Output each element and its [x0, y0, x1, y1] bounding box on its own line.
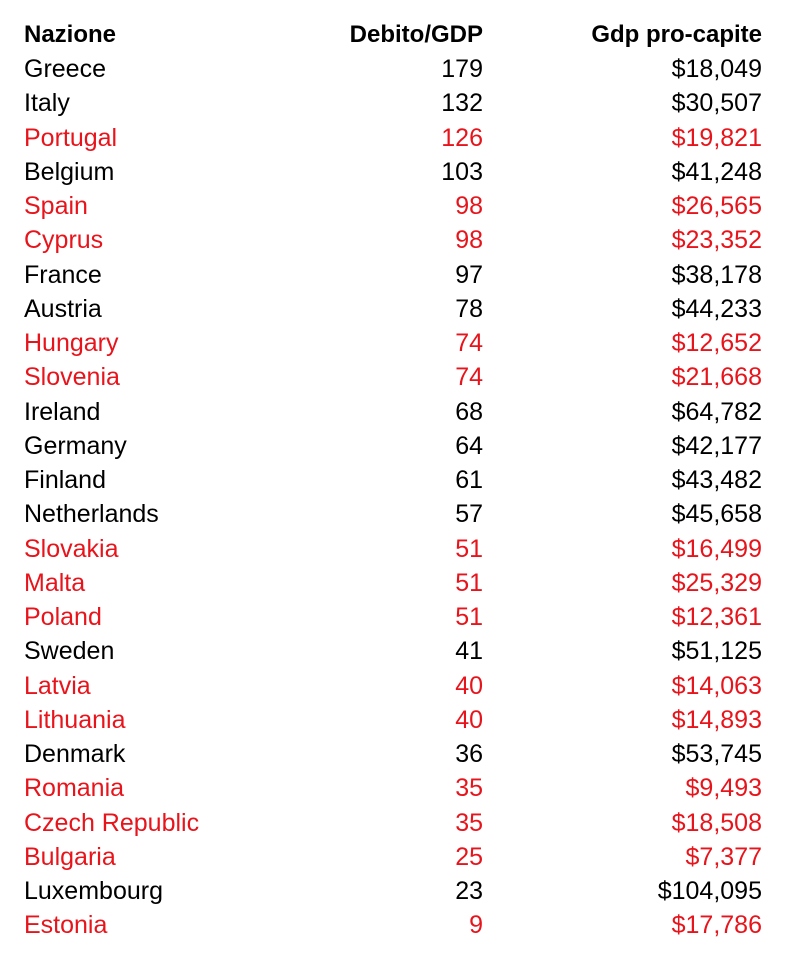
gdp-per-capita-cell: $12,652 [671, 329, 762, 357]
debt-gdp-cell: 98 [455, 226, 483, 255]
gdp-per-capita-cell: $53,745 [671, 740, 762, 768]
debt-gdp-cell: 40 [455, 705, 483, 734]
gdp-per-capita-cell: $44,233 [671, 294, 762, 323]
header-gdp-per-capita: Gdp pro-capite [591, 21, 762, 48]
table-row [0, 669, 809, 703]
country-cell: Poland [24, 603, 102, 631]
debt-gdp-cell: 74 [455, 363, 483, 392]
debt-gdp-cell: 35 [455, 774, 483, 803]
gdp-per-capita-cell: $12,361 [671, 603, 762, 631]
table-row [0, 806, 809, 840]
gdp-per-capita-cell: $19,821 [671, 123, 762, 152]
country-cell: Lithuania [24, 705, 126, 734]
country-cell: Luxembourg [24, 877, 163, 905]
table-row [0, 326, 809, 360]
table-row [0, 532, 809, 566]
debt-gdp-cell: 103 [441, 157, 483, 186]
table-row [0, 155, 809, 189]
gdp-per-capita-cell: $42,177 [671, 431, 762, 460]
gdp-per-capita-cell: $16,499 [671, 534, 762, 563]
table-row [0, 566, 809, 600]
country-cell: Germany [24, 431, 127, 460]
country-cell: Italy [24, 89, 70, 118]
gdp-per-capita-cell: $14,063 [671, 671, 762, 700]
table-row [0, 600, 809, 634]
country-cell: France [24, 260, 102, 289]
table-row [0, 737, 809, 771]
gdp-per-capita-cell: $21,668 [671, 363, 762, 392]
table-row [0, 258, 809, 292]
table-row [0, 874, 809, 908]
debt-gdp-cell: 132 [441, 89, 483, 118]
gdp-per-capita-cell: $64,782 [671, 397, 762, 426]
debt-gdp-cell: 97 [455, 260, 483, 289]
table-row [0, 429, 809, 463]
table-row [0, 463, 809, 497]
debt-gdp-cell: 9 [469, 911, 483, 940]
debt-gdp-cell: 51 [455, 603, 483, 631]
gdp-per-capita-cell: $7,377 [685, 842, 762, 871]
table-row [0, 908, 809, 942]
country-cell: Portugal [24, 123, 118, 152]
table-row [0, 497, 809, 531]
gdp-per-capita-cell: $18,508 [671, 808, 762, 837]
debt-gdp-cell: 25 [455, 842, 483, 871]
table-row [0, 360, 809, 394]
country-cell: Latvia [24, 671, 91, 700]
debt-gdp-cell: 78 [455, 294, 483, 323]
country-cell: Estonia [24, 911, 108, 940]
table-row [0, 189, 809, 223]
debt-gdp-cell: 23 [455, 877, 483, 905]
table-row [0, 703, 809, 737]
gdp-per-capita-cell: $9,493 [685, 774, 762, 803]
debt-gdp-cell: 126 [441, 123, 483, 152]
country-cell: Sweden [24, 637, 115, 666]
country-cell: Bulgaria [24, 842, 116, 871]
gdp-per-capita-cell: $45,658 [671, 500, 762, 529]
debt-gdp-cell: 35 [455, 808, 483, 837]
country-cell: Belgium [24, 157, 115, 186]
header-country: Nazione [24, 21, 117, 48]
table-row [0, 395, 809, 429]
debt-gdp-cell: 51 [455, 534, 483, 563]
gdp-per-capita-cell: $17,786 [671, 911, 762, 940]
debt-gdp-cell: 64 [455, 431, 483, 460]
gdp-per-capita-cell: $30,507 [671, 89, 762, 118]
debt-gdp-cell: 36 [455, 740, 483, 768]
gdp-per-capita-cell: $38,178 [671, 260, 762, 289]
table-row [0, 771, 809, 805]
gdp-per-capita-cell: $26,565 [671, 192, 762, 220]
country-cell: Hungary [24, 329, 119, 357]
debt-gdp-cell: 74 [455, 329, 483, 357]
gdp-per-capita-cell: $43,482 [671, 466, 762, 494]
debt-gdp-cell: 57 [455, 500, 483, 529]
debt-gdp-cell: 61 [455, 466, 483, 494]
gdp-per-capita-cell: $41,248 [671, 157, 762, 186]
debt-gdp-cell: 41 [455, 637, 483, 666]
gdp-per-capita-cell: $23,352 [671, 226, 762, 255]
country-cell: Netherlands [24, 500, 159, 529]
table-row [0, 840, 809, 874]
debt-gdp-cell: 68 [455, 397, 483, 426]
country-cell: Cyprus [24, 226, 104, 255]
country-cell: Finland [24, 466, 106, 494]
country-cell: Ireland [24, 397, 101, 426]
table-row [0, 223, 809, 257]
table-row [0, 86, 809, 120]
table-row [0, 634, 809, 668]
table-header-row [0, 18, 809, 52]
country-cell: Czech Republic [24, 808, 200, 837]
debt-gdp-cell: 179 [441, 55, 483, 83]
table-row [0, 292, 809, 326]
country-cell: Romania [24, 774, 125, 803]
table-row [0, 52, 809, 86]
country-cell: Spain [24, 192, 88, 220]
country-cell: Slovakia [24, 534, 119, 563]
country-cell: Slovenia [24, 363, 120, 392]
debt-gdp-cell: 98 [455, 192, 483, 220]
country-cell: Denmark [24, 740, 126, 768]
gdp-per-capita-cell: $51,125 [671, 637, 762, 666]
header-debt-gdp: Debito/GDP [349, 21, 483, 48]
debt-gdp-cell: 40 [455, 671, 483, 700]
country-cell: Malta [24, 568, 86, 597]
gdp-per-capita-cell: $14,893 [671, 705, 762, 734]
gdp-per-capita-cell: $18,049 [671, 55, 762, 83]
table-row [0, 121, 809, 155]
country-cell: Austria [24, 294, 102, 323]
debt-gdp-cell: 51 [455, 568, 483, 597]
gdp-per-capita-cell: $104,095 [657, 877, 762, 905]
gdp-per-capita-cell: $25,329 [671, 568, 762, 597]
country-cell: Greece [24, 55, 106, 83]
